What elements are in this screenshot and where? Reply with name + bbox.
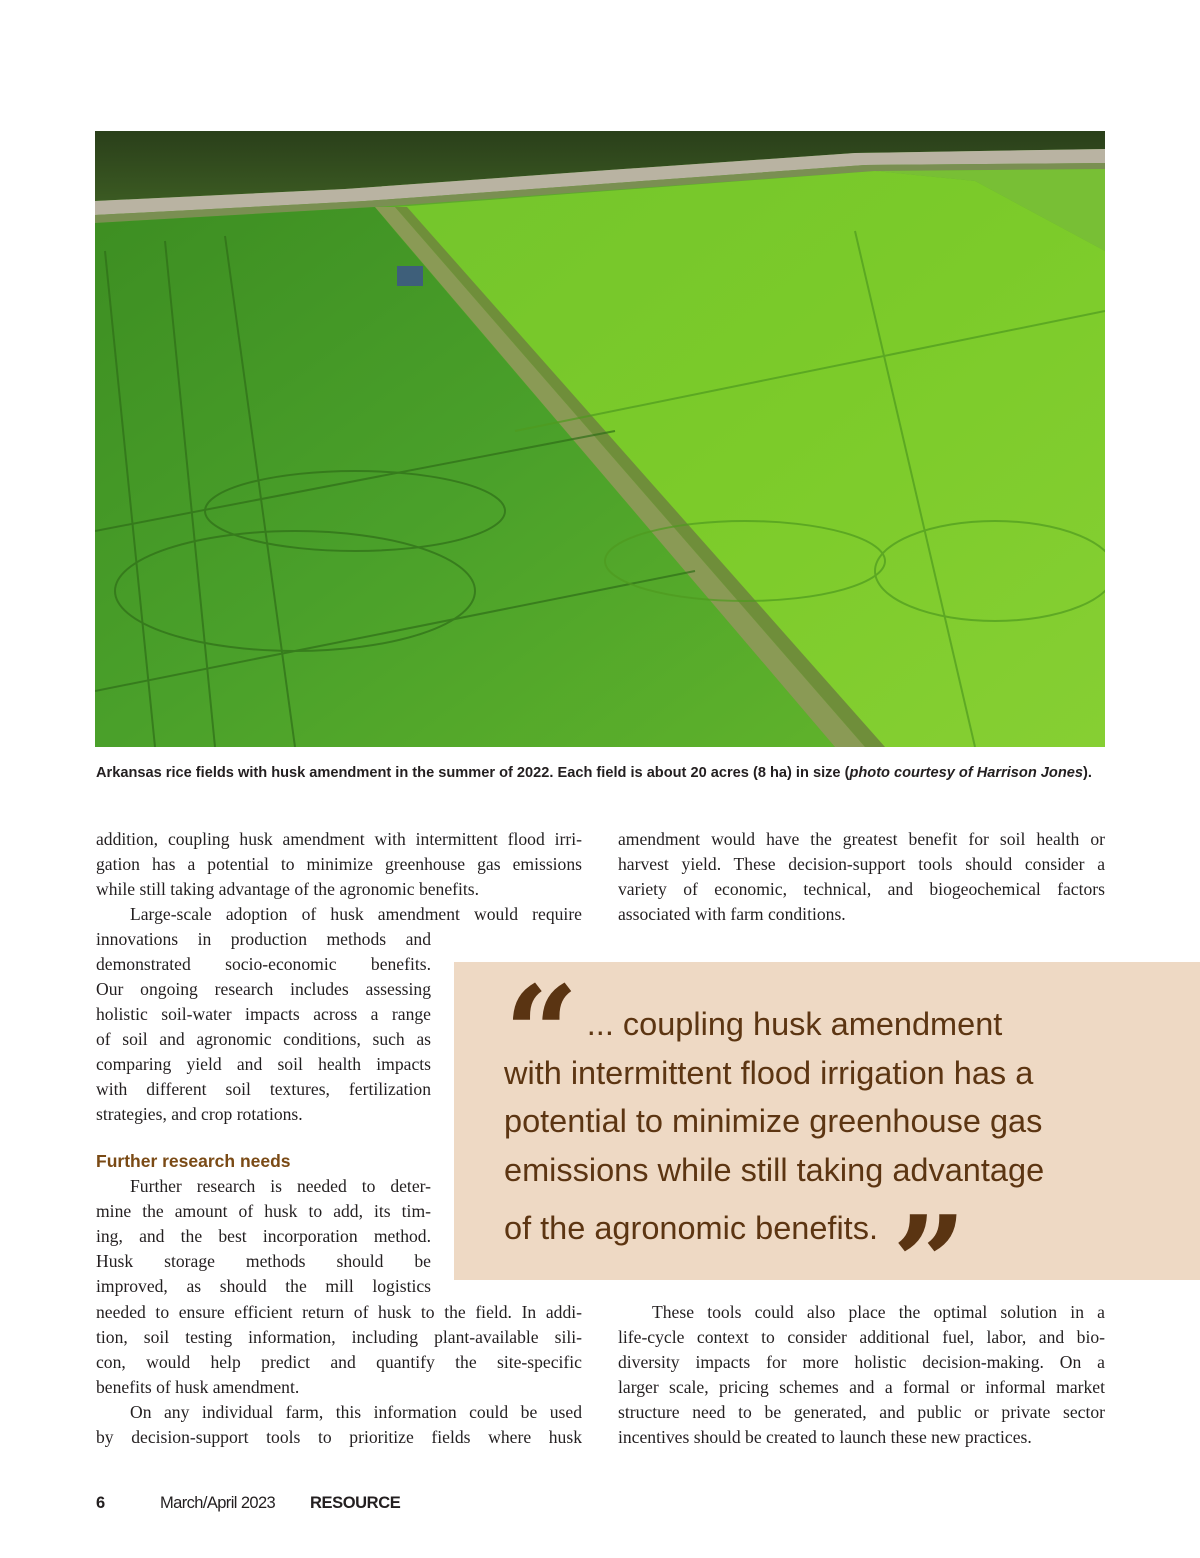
text-line: harvest yield. These decision-support tools should consider a <box>618 854 1105 874</box>
text-line: tion, soil testing information, including plant-available sili- <box>96 1327 582 1347</box>
text-line: addition, coupling husk amendment with intermittent flood irri- <box>96 829 582 849</box>
caption-credit: photo courtesy of Harrison Jones <box>849 765 1083 781</box>
rice-field-photo <box>95 131 1105 747</box>
text-line: improved, as should the mill logistics <box>96 1276 431 1296</box>
right-column-paragraph-1 <box>618 827 1105 927</box>
rice-field-illustration <box>95 131 1105 747</box>
text-line: strategies, and crop rotations. <box>96 1104 303 1124</box>
right-column-paragraph-2 <box>618 1300 1105 1450</box>
text-line: Our ongoing research includes assessing <box>96 979 431 999</box>
text-line: On any individual farm, this information could be used <box>130 1402 582 1422</box>
pull-quote-line: ... coupling husk amendment <box>586 1006 1003 1042</box>
text-line: incentives should be created to launch these new practices. <box>618 1427 1032 1447</box>
text-line: larger scale, pricing schemes and a formal or informal market <box>618 1377 1105 1397</box>
text-line: Husk storage methods should be <box>96 1251 431 1271</box>
close-quote-mark: ” <box>891 1187 961 1340</box>
pull-quote-line: of the agronomic benefits. <box>504 1210 878 1246</box>
text-line: structure need to be generated, and public or private sector <box>618 1402 1105 1422</box>
caption-end: ). <box>1083 765 1092 781</box>
open-quote-mark: “ <box>504 957 573 1110</box>
left-column-further-research <box>96 1149 431 1299</box>
text-line: mine the amount of husk to add, its tim- <box>96 1201 431 1221</box>
section-subhead: Further research needs <box>96 1151 291 1171</box>
text-line: con, would help predict and quantify the site-specific <box>96 1352 582 1372</box>
text-line: variety of economic, technical, and biogeochemical factors <box>618 879 1105 899</box>
left-column-paragraph-2 <box>96 927 431 1127</box>
text-line: of soil and agronomic conditions, such as <box>96 1029 431 1049</box>
text-line: ing, and the best incorporation method. <box>96 1226 431 1246</box>
text-line: holistic soil-water impacts across a range <box>96 1004 431 1024</box>
text-line: with different soil textures, fertilization <box>96 1079 431 1099</box>
page-number: 6 <box>96 1494 106 1512</box>
text-line: gation has a potential to minimize greenhouse gas emissions <box>96 854 582 874</box>
text-line: associated with farm conditions. <box>618 904 846 924</box>
magazine-name: RESOURCE <box>310 1494 401 1512</box>
left-column-paragraph-1 <box>96 827 582 927</box>
pull-quote-line: emissions while still taking advantage <box>504 1151 1045 1188</box>
text-line: Large-scale adoption of husk amendment would require <box>130 904 582 924</box>
photo-caption <box>96 763 1106 784</box>
text-line: demonstrated socio-economic benefits. <box>96 954 431 974</box>
text-line: amendment would have the greatest benefit for soil health or <box>618 829 1105 849</box>
text-line: diversity impacts for more holistic decision-making. On a <box>618 1352 1105 1372</box>
text-line: Further research is needed to deter- <box>130 1176 431 1196</box>
pull-quote-line: with intermittent flood irrigation has a <box>504 1054 1034 1091</box>
text-line: innovations in production methods and <box>96 929 431 949</box>
caption-main: Arkansas rice fields with husk amendment in the summer of 2022. Each field is about 20 acres (8 ha) in size ( <box>96 765 850 781</box>
left-column-paragraph-4 <box>96 1300 582 1450</box>
text-line: These tools could also place the optimal solution in a <box>652 1302 1105 1322</box>
text-line: comparing yield and soil health impacts <box>96 1054 431 1074</box>
text-line: by decision-support tools to prioritize fields where husk <box>96 1427 582 1447</box>
text-line: life-cycle context to consider additional fuel, labor, and bio- <box>618 1327 1105 1347</box>
text-line: benefits of husk amendment. <box>96 1377 300 1397</box>
issue-date: March/April 2023 <box>160 1494 276 1512</box>
pull-quote-line: potential to minimize greenhouse gas <box>504 1103 1043 1139</box>
text-line: while still taking advantage of the agronomic benefits. <box>96 879 480 899</box>
text-line: needed to ensure efficient return of husk to the field. In addi- <box>96 1302 582 1322</box>
